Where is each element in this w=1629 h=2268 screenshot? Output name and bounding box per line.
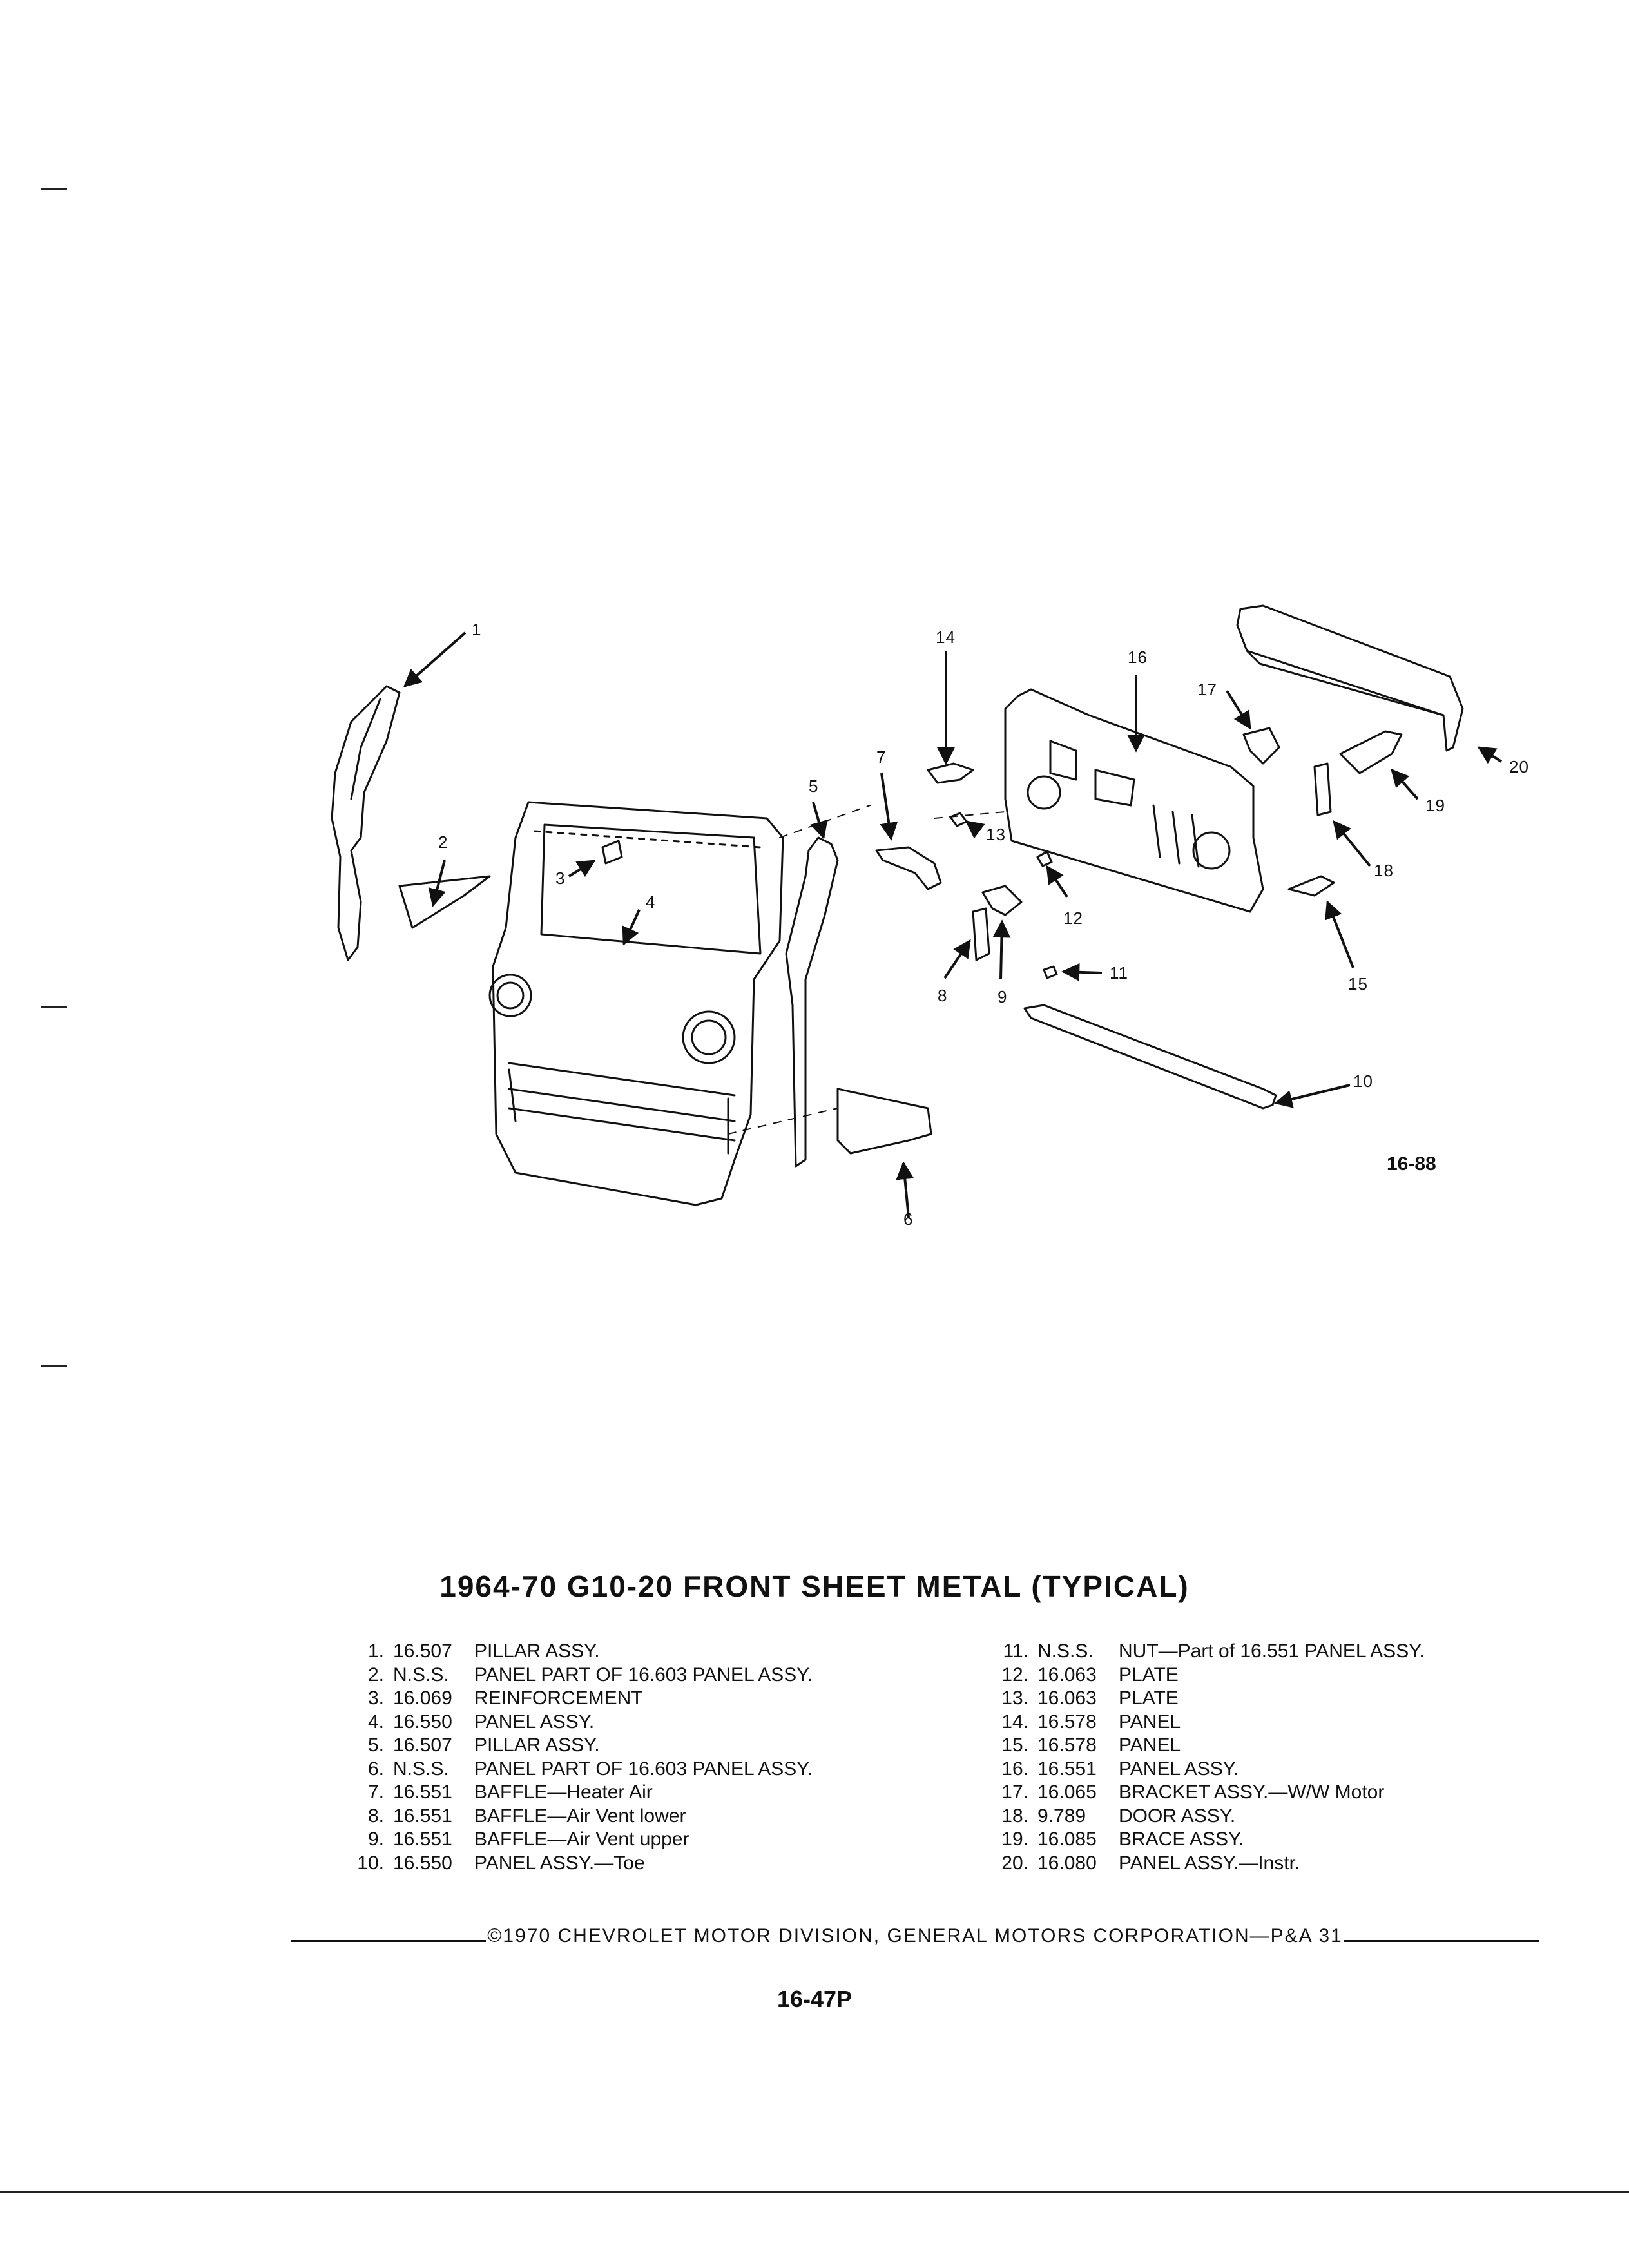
part-description: BRACKET ASSY.—W/W Motor: [1119, 1782, 1385, 1803]
parts-list-row: [345, 1687, 813, 1711]
callout-3: 3: [555, 869, 566, 888]
part-number: 16.551: [393, 1805, 452, 1827]
callout-8: 8: [938, 986, 948, 1005]
page-title: 1964-70 G10-20 FRONT SHEET METAL (TYPICAL): [439, 1570, 1190, 1603]
part-number: 16.065: [1037, 1782, 1097, 1803]
baffle-heater-part: [876, 847, 941, 889]
part-description: PANEL ASSY.—Toe: [474, 1852, 645, 1874]
part-number: 16.550: [393, 1711, 452, 1733]
callout-20: 20: [1509, 757, 1529, 776]
part-number: N.S.S.: [393, 1758, 449, 1780]
part-description: PLATE: [1119, 1687, 1179, 1709]
callout-10: 10: [1353, 1072, 1373, 1091]
part-description: PANEL ASSY.: [1119, 1758, 1239, 1780]
page-number: 16-47P: [776, 1986, 853, 2012]
panel-assembly-16-part: [1005, 689, 1263, 912]
reinforcement-part: [602, 841, 622, 863]
part-description: PANEL PART OF 16.603 PANEL ASSY.: [474, 1664, 813, 1686]
item-number: 20.: [1001, 1852, 1028, 1874]
part-number: 16.550: [393, 1852, 452, 1874]
item-number: 8.: [367, 1805, 384, 1827]
part-description: PILLAR ASSY.: [474, 1640, 600, 1662]
item-number: 15.: [1001, 1735, 1028, 1756]
item-number: 2.: [367, 1664, 384, 1686]
parts-list-row: [345, 1852, 813, 1876]
item-number: 11.: [1003, 1640, 1028, 1662]
callout-4: 4: [646, 892, 656, 912]
parts-list-row: [345, 1664, 813, 1687]
part-number: 16.551: [393, 1829, 452, 1850]
panel-6-part: [838, 1089, 931, 1153]
parts-list-row: [990, 1805, 1425, 1829]
item-number: 1.: [367, 1640, 384, 1662]
part-description: DOOR ASSY.: [1119, 1805, 1236, 1827]
item-number: 16.: [1001, 1758, 1028, 1780]
footer-rule-right: [1344, 1939, 1539, 1942]
part-description: PANEL ASSY.: [474, 1711, 595, 1733]
part-description: BRACE ASSY.: [1119, 1829, 1244, 1850]
item-number: 13.: [1001, 1687, 1028, 1709]
parts-list-row: [345, 1711, 813, 1735]
callout-7: 7: [876, 747, 887, 767]
part-number: 9.789: [1037, 1805, 1086, 1827]
part-number: N.S.S.: [1037, 1640, 1094, 1662]
margin-mark: [41, 1365, 67, 1367]
plate-12-part: [1037, 852, 1052, 866]
callout-2: 2: [438, 832, 448, 852]
parts-list-row: [990, 1758, 1425, 1782]
parts-list-row: [990, 1828, 1425, 1852]
callout-13: 13: [986, 825, 1006, 844]
pillar-right-part: [786, 838, 838, 1166]
parts-list-row: [345, 1805, 813, 1829]
callout-6: 6: [903, 1209, 914, 1229]
part-number: 16.080: [1037, 1852, 1097, 1874]
callout-14: 14: [936, 628, 956, 647]
callout-9: 9: [998, 987, 1008, 1006]
plate-13-part: [950, 813, 967, 826]
parts-list-row: [990, 1852, 1425, 1876]
callout-19: 19: [1425, 796, 1445, 815]
item-number: 7.: [367, 1782, 384, 1803]
footer-copyright: ©1970 CHEVROLET MOTOR DIVISION, GENERAL MOTORS CORPORATION—P&A 31: [487, 1925, 1343, 1946]
item-number: 10.: [357, 1852, 384, 1874]
part-description: PANEL: [1119, 1711, 1181, 1733]
part-number: 16.507: [393, 1735, 452, 1756]
parts-list-row: [990, 1687, 1425, 1711]
callout-17: 17: [1197, 680, 1217, 699]
toe-panel-10-part: [1025, 1005, 1276, 1108]
figure-number: 16-88: [1387, 1153, 1436, 1175]
part-description: BAFFLE—Air Vent upper: [474, 1829, 689, 1850]
part-description: BAFFLE—Heater Air: [474, 1782, 653, 1803]
part-number: 16.507: [393, 1640, 452, 1662]
part-number: 16.551: [1037, 1758, 1097, 1780]
item-number: 17.: [1001, 1782, 1028, 1803]
part-number: 16.063: [1037, 1687, 1097, 1709]
bracket-17-part: [1244, 728, 1279, 764]
callout-15: 15: [1348, 974, 1368, 994]
parts-list-left: [345, 1640, 813, 1875]
pillar-left-part: [332, 686, 400, 960]
part-description: REINFORCEMENT: [474, 1687, 643, 1709]
parts-list-row: [990, 1781, 1425, 1805]
part-number: 16.551: [393, 1782, 452, 1803]
baffle-vent-upper-part: [983, 886, 1021, 915]
footer: [291, 1925, 1539, 1947]
item-number: 12.: [1001, 1664, 1028, 1686]
door-18-part: [1315, 764, 1331, 815]
parts-list-row: [990, 1734, 1425, 1758]
parts-list-row: [345, 1734, 813, 1758]
item-number: 18.: [1001, 1805, 1028, 1827]
parts-list-row: [990, 1711, 1425, 1735]
part-number: 16.063: [1037, 1664, 1097, 1686]
part-description: NUT—Part of 16.551 PANEL ASSY.: [1119, 1640, 1425, 1662]
panel-14-part: [928, 764, 973, 783]
callout-16: 16: [1128, 648, 1148, 667]
instrument-panel-20-part: [1237, 606, 1463, 751]
part-description: PANEL PART OF 16.603 PANEL ASSY.: [474, 1758, 813, 1780]
callout-11: 11: [1110, 963, 1128, 983]
part-description: PILLAR ASSY.: [474, 1735, 600, 1756]
parts-list-right: [990, 1640, 1425, 1875]
parts-list-row: [345, 1781, 813, 1805]
item-number: 19.: [1001, 1829, 1028, 1850]
parts-list-row: [990, 1640, 1425, 1664]
item-number: 9.: [367, 1829, 384, 1850]
parts-list-row: [345, 1828, 813, 1852]
parts-list-row: [990, 1664, 1425, 1687]
item-number: 14.: [1001, 1711, 1028, 1733]
callout-18: 18: [1374, 861, 1394, 880]
item-number: 6.: [367, 1758, 384, 1780]
item-number: 4.: [367, 1711, 384, 1733]
front-panel-part: [493, 802, 783, 1205]
parts-list-row: [345, 1640, 813, 1664]
item-number: 3.: [367, 1687, 384, 1709]
part-description: PLATE: [1119, 1664, 1179, 1686]
part-number: 16.069: [393, 1687, 452, 1709]
callout-5: 5: [809, 776, 819, 796]
item-number: 5.: [367, 1735, 384, 1756]
panel-2-part: [400, 876, 490, 928]
part-number: 16.578: [1037, 1711, 1097, 1733]
brace-19-part: [1340, 731, 1402, 773]
nut-11-part: [1044, 966, 1057, 978]
part-number: 16.578: [1037, 1735, 1097, 1756]
baffle-vent-lower-part: [973, 908, 989, 960]
bottom-rule: [0, 2191, 1629, 2193]
callout-12: 12: [1063, 908, 1083, 928]
part-description: BAFFLE—Air Vent lower: [474, 1805, 686, 1827]
footer-rule-left: [291, 1939, 486, 1942]
callout-1: 1: [472, 620, 482, 639]
parts-list-row: [345, 1758, 813, 1782]
part-description: PANEL: [1119, 1735, 1181, 1756]
part-number: N.S.S.: [393, 1664, 449, 1686]
panel-15-part: [1289, 876, 1334, 896]
part-description: PANEL ASSY.—Instr.: [1119, 1852, 1300, 1874]
part-number: 16.085: [1037, 1829, 1097, 1850]
